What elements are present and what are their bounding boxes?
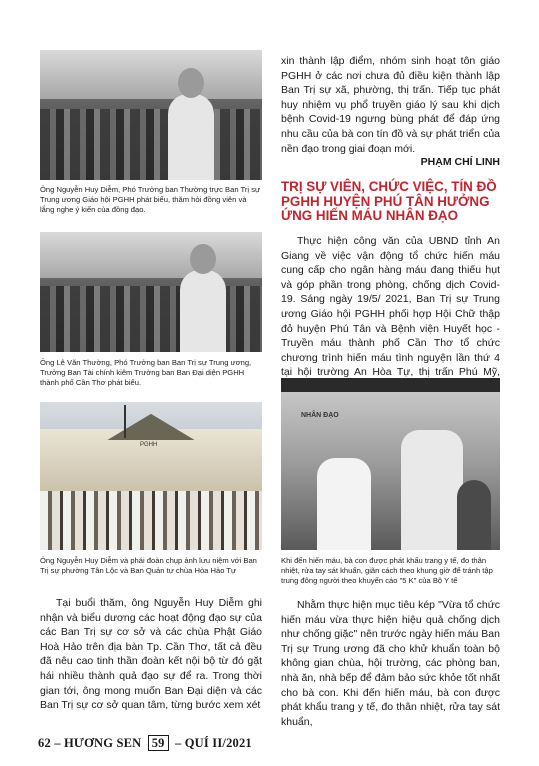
photo-group: [40, 402, 262, 550]
photo-speaker-1: [40, 50, 262, 180]
byline: PHẠM CHÍ LINH: [420, 156, 500, 168]
caption-photo-1: Ông Nguyễn Huy Diễm, Phó Trưởng ban Thường trực Ban Trị sự Trung ương Giáo hội PGHH phát biểu, thăm hỏi đồng viên và lắng nghe ý kiến của đồng đạo.: [40, 185, 261, 214]
paragraph-2: Nhằm thực hiện mục tiêu kép "Vừa tổ chức hiến máu vừa thực hiện hiệu quả chống dịch như chống giặc" nên trước ngày hiến máu Ban Trị sự Trung ương đã cho khử khuẩn toàn bộ không gian chùa, hội trường, các phòng ban, nhà ăn, nhà bếp để đảm bảo sức khỏe tốt nhất cho bà con. Khi đến hiến máu, bà con được phát khẩu trang y tế, đo thân nhiệt, rửa tay sát khuẩn,: [281, 599, 500, 728]
caption-photo-4: Khi đến hiến máu, bà con được phát khẩu trang y tế, đo thân nhiệt, rửa tay sát khuẩn, giãn cách theo khung giờ để tránh tập trung đông người theo khuyến cáo "5 K" của Bộ Y tế: [281, 556, 493, 585]
page-footer: [38, 736, 252, 751]
footer-magazine: – HƯƠNG SEN: [54, 736, 142, 750]
left-paragraph: Tại buổi thăm, ông Nguyễn Huy Diễm ghi nhận và biểu dương các hoạt động đạo sự của các Ban Trị sự cơ sở và các chùa Phật Giáo Hoà Hảo trên địa bàn Tp. Cần Thơ, tất cả đều đã nêu cao tinh thần đoàn kết nội bộ từ đó gặt hái nhiều thành quả đạo sự để ra. Trong thời gian tới, ông mong muốn Ban Đại diện và các Ban Trị sự cơ sở quan tâm, từng bước xem xét: [40, 597, 262, 712]
banner-text: NHÂN ĐẠO: [301, 412, 339, 419]
caption-photo-3: Ông Nguyễn Huy Diễm và phái đoàn chụp ảnh lưu niệm với Ban Trị sự phường Tân Lộc và Ban Quản tự chùa Hòa Hảo Tự: [40, 556, 257, 575]
right-column-text-2: [281, 598, 500, 729]
continuation-paragraph: xin thành lập điểm, nhóm sinh hoạt tôn giáo PGHH ở các nơi chưa đủ điều kiện thành lập Ban Trị sự xã, phường, thị trấn. Tiếp tục phát huy nhiệm vụ phổ truyền giáo lý sau khi dịch bệnh Covid-19 ngưng bùng phát để đáp ứng nhu cầu của bà con tín đồ và sự phát triển của nền đạo trong giai đoạn mới.: [281, 55, 500, 155]
issue-number: 59: [148, 735, 169, 751]
page-number: 62: [38, 736, 51, 750]
photo-blood-donation: [281, 378, 500, 550]
temple-sign: PGHH: [140, 442, 158, 448]
photo-speaker-2: [40, 232, 262, 352]
caption-photo-2: Ông Lê Văn Thường, Phó Trưởng ban Ban Trị sự Trung ương, Trưởng Ban Tài chính kiêm Trưởng ban Ban Đại diện PGHH thành phố Cần Thơ phát biểu.: [40, 358, 252, 387]
paragraph-1: Thực hiện công văn của UBND tỉnh An Giang về việc vận động tổ chức hiến máu cung cấp cho ngân hàng máu đang thiếu hụt và góp phần trong phòng, chống dịch Covid-19. Sáng ngày 19/5/ 2021, Ban Trị sự Trung ương Giáo hội PGHH phối hợp Hội Chữ thập đỏ huyện Phú Tân và Bệnh viện Huyết học - Truyền máu thành phố Cần Thơ tổ chức chương trình hiến máu tình nguyện lần thứ 4 tại hội trường An Hòa Tự, thị trấn Phú Mỹ,: [281, 235, 500, 379]
left-column-text: [40, 596, 262, 713]
article-headline: TRỊ SỰ VIÊN, CHỨC VIỆC, TÍN ĐỒ PGHH HUYỆN PHÚ TÂN HƯỞNG ỨNG HIẾN MÁU NHÂN ĐẠO: [281, 179, 497, 224]
right-column-continuation: [281, 54, 500, 156]
footer-quarter: – QUÍ II/2021: [174, 736, 252, 750]
